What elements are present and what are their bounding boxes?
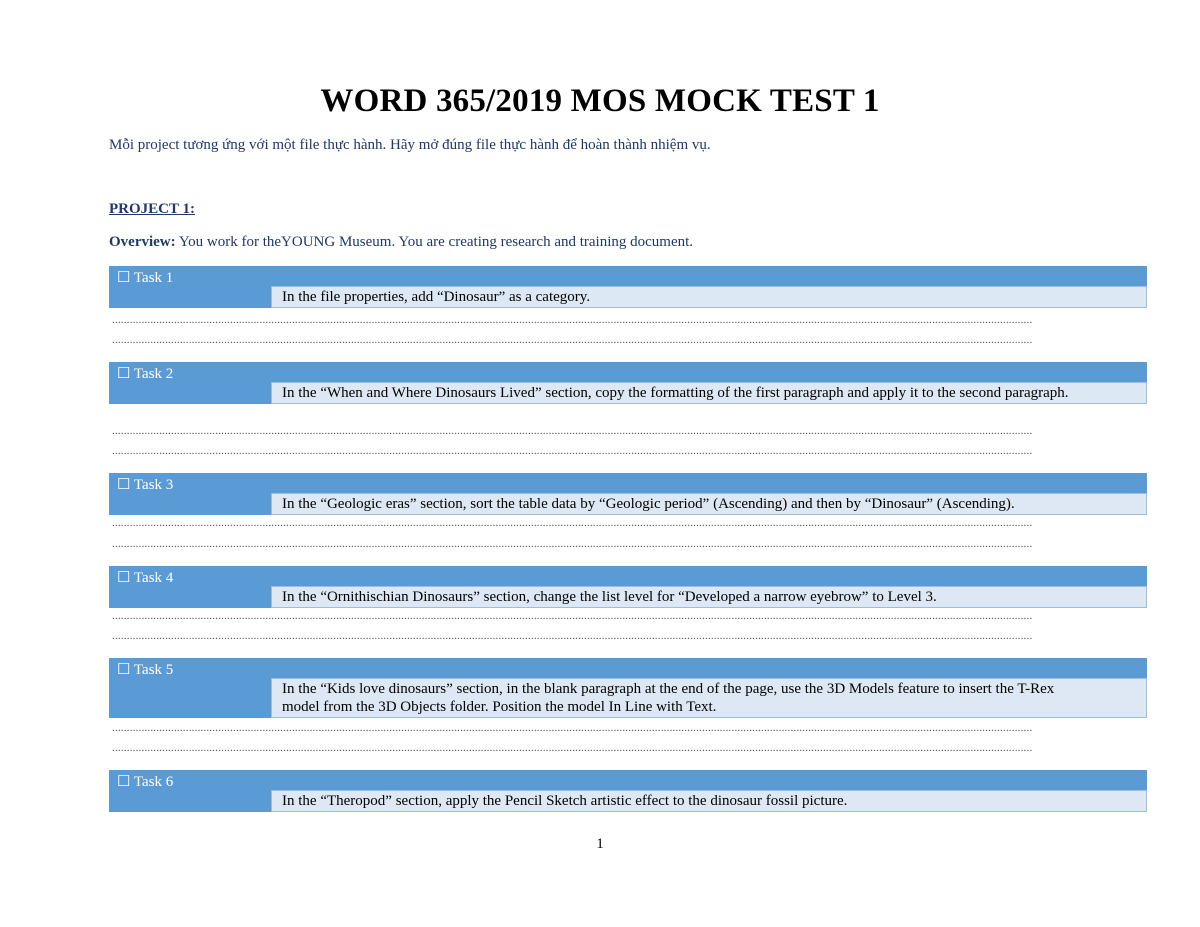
task-label[interactable]: ☐ Task 1 [117, 270, 174, 286]
overview-text: You work for theYOUNG Museum. You are creating research and training document. [175, 234, 694, 250]
answer-line[interactable]: ........................................................................................................................................................................................................................................................................................................................ [112, 722, 1033, 734]
task-description: In the “Kids love dinosaurs” section, in the blank paragraph at the end of the page, use the 3D Models feature to insert the T-Rex model from the 3D Objects folder. Position the model In Line with Text. [271, 678, 1147, 718]
overview-paragraph [109, 234, 693, 251]
task-label[interactable]: ☐ Task 2 [117, 366, 174, 382]
intro-text: Mỗi project tương ứng với một file thực hành. Hãy mở đúng file thực hành để hoàn thành nhiệm vụ. [109, 137, 711, 153]
task-label[interactable]: ☐ Task 4 [117, 570, 174, 586]
task-header [109, 658, 1147, 718]
task-label[interactable]: ☐ Task 3 [117, 477, 174, 493]
task-block [109, 362, 1147, 404]
task-description: In the “When and Where Dinosaurs Lived” section, copy the formatting of the first paragraph and apply it to the second paragraph. [271, 382, 1147, 404]
task-header [109, 362, 1147, 404]
answer-line[interactable]: ........................................................................................................................................................................................................................................................................................................................ [112, 314, 1033, 326]
answer-line[interactable]: ........................................................................................................................................................................................................................................................................................................................ [112, 445, 1033, 457]
task-label[interactable]: ☐ Task 5 [117, 662, 174, 678]
task-block [109, 658, 1147, 718]
task-description: In the file properties, add “Dinosaur” as a category. [271, 286, 1147, 308]
task-description: In the “Geologic eras” section, sort the table data by “Geologic period” (Ascending) and then by “Dinosaur” (Ascending). [271, 493, 1147, 515]
answer-line[interactable]: ........................................................................................................................................................................................................................................................................................................................ [112, 742, 1033, 754]
task-block [109, 266, 1147, 308]
task-block [109, 473, 1147, 515]
project-heading: PROJECT 1: [109, 201, 195, 217]
answer-line[interactable]: ........................................................................................................................................................................................................................................................................................................................ [112, 517, 1033, 529]
answer-line[interactable]: ........................................................................................................................................................................................................................................................................................................................ [112, 538, 1033, 550]
task-header [109, 770, 1147, 812]
task-header [109, 473, 1147, 515]
answer-line[interactable]: ........................................................................................................................................................................................................................................................................................................................ [112, 630, 1033, 642]
answer-line[interactable]: ........................................................................................................................................................................................................................................................................................................................ [112, 610, 1033, 622]
task-header [109, 566, 1147, 608]
task-label[interactable]: ☐ Task 6 [117, 774, 174, 790]
answer-line[interactable]: ........................................................................................................................................................................................................................................................................................................................ [112, 334, 1033, 346]
task-description: In the “Ornithischian Dinosaurs” section, change the list level for “Developed a narrow eyebrow” to Level 3. [271, 586, 1147, 608]
task-block [109, 770, 1147, 812]
task-block [109, 566, 1147, 608]
page-number: 1 [596, 836, 604, 852]
overview-label: Overview: [109, 234, 176, 250]
document-title: WORD 365/2019 MOS MOCK TEST 1 [320, 83, 880, 119]
task-description: In the “Theropod” section, apply the Pencil Sketch artistic effect to the dinosaur fossil picture. [271, 790, 1147, 812]
answer-line[interactable]: ........................................................................................................................................................................................................................................................................................................................ [112, 425, 1033, 437]
task-header [109, 266, 1147, 308]
